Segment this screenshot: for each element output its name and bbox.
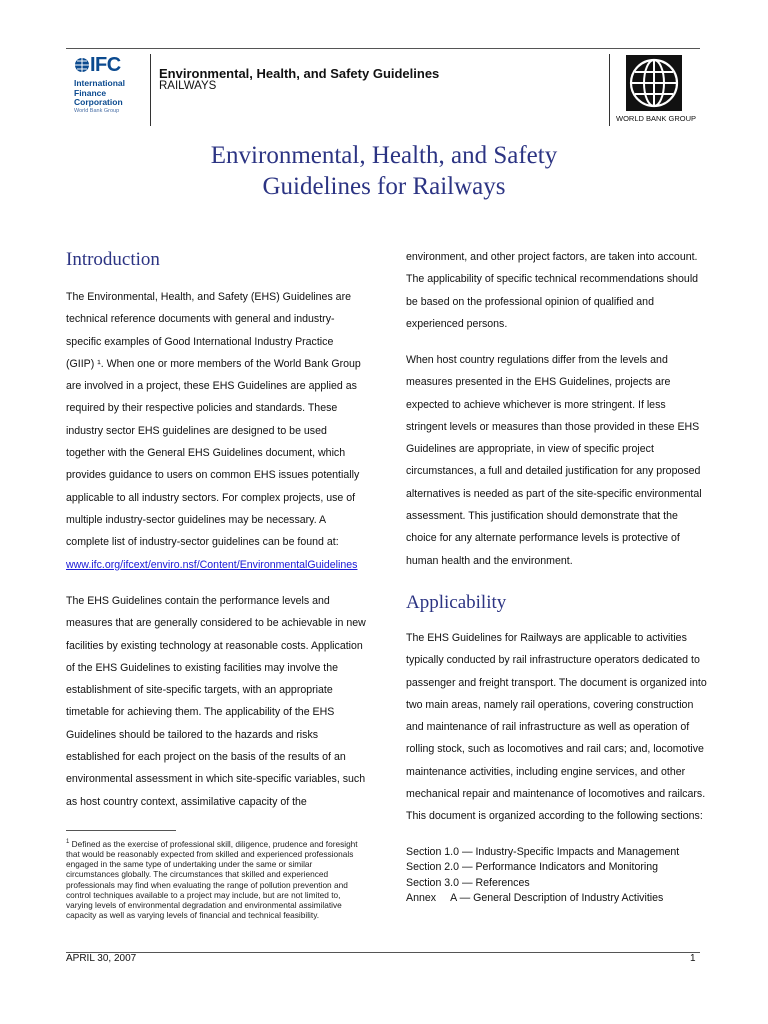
text-line: industry sector EHS guidelines are designed to be used — [66, 424, 327, 437]
footer-date: APRIL 30, 2007 — [66, 953, 137, 964]
world-bank-label: WORLD BANK GROUP — [616, 114, 697, 123]
text-line: expected to achieve whichever is more stringent. If less — [406, 398, 666, 411]
text-line: multiple industry-sector guidelines may be necessary. A — [66, 513, 327, 526]
page-title — [0, 140, 768, 202]
footnote-line — [66, 837, 362, 849]
introduction-heading: Introduction — [66, 249, 160, 270]
header-divider-right — [609, 54, 610, 126]
ifc-name — [74, 79, 148, 108]
header-subtitle: RAILWAYS — [159, 80, 217, 92]
ifc-name-line: Finance — [74, 87, 107, 98]
footnote-line: control techniques available to a project may include, but are not limited to, — [66, 889, 341, 900]
text-line: specific examples of Good International Industry Practice — [66, 335, 334, 348]
ifc-logo-mark — [74, 54, 148, 77]
text-line: maintenance activities, including engine services, and other — [406, 765, 686, 778]
text-line: The EHS Guidelines contain the performance levels and — [66, 595, 330, 607]
footnote-line: capacity as well as varying levels of financial and technical feasibility. — [66, 910, 320, 921]
header-title: Environmental, Health, and Safety Guidelines — [159, 66, 440, 81]
text-line: of the EHS Guidelines to existing facilities may involve the — [66, 661, 339, 674]
footnote-line: that would be reasonably expected from skilled and experienced professionals — [66, 848, 354, 859]
text-line: environment, and other project factors, are taken into account. — [406, 251, 698, 263]
text-line: and maintenance of rail infrastructure as well as operation of — [406, 721, 690, 734]
text-line: stringent levels or measures than those provided in these EHS — [406, 420, 700, 433]
footnote-line: engaged in the same type of undertaking under the same or similar — [66, 859, 313, 870]
footer-rule — [66, 952, 700, 953]
right-paragraph-2 — [406, 349, 706, 572]
ifc-globe-icon — [74, 57, 90, 73]
ifc-name-line: International — [74, 78, 126, 88]
text-line: required by their respective policies and standards. These — [66, 402, 338, 415]
text-line: The Environmental, Health, and Safety (EHS) Guidelines are — [66, 291, 351, 303]
footnote-mark: 1 — [66, 839, 70, 845]
text-line: measures that are generally considered to be achievable in new — [66, 617, 366, 630]
text-line: rolling stock, such as locomotives and rail cars; and, locomotive — [406, 743, 704, 756]
text-line: facilities by existing technology at reasonable costs. Application — [66, 639, 363, 652]
text-line: alternatives is needed as part of the site-specific environmental — [406, 487, 702, 500]
introduction-paragraph-1 — [66, 286, 366, 576]
right-paragraph-1 — [406, 246, 706, 335]
ifc-name-line: Corporation — [74, 97, 123, 107]
text-line: be based on the professional opinion of qualified and — [406, 295, 654, 308]
text-line: mechanical repair and maintenance of locomotives and railcars. — [406, 788, 706, 801]
text-line: as host country context, assimilative capacity of the — [66, 795, 307, 808]
footnote-line: professionals may find when evaluating the range of pollution prevention and — [66, 879, 348, 890]
footnote-text: Defined as the exercise of professional skill, diligence, prudence and foresight — [71, 838, 358, 849]
text-line: passenger and freight transport. The document is organized into — [406, 676, 707, 689]
applicability-heading: Applicability — [406, 592, 507, 613]
environmental-guidelines-link[interactable]: www.ifc.org/ifcext/enviro.nsf/Content/EnvironmentalGuidelines — [66, 558, 358, 571]
text-line: circumstances, a full and detailed justification for any proposed — [406, 465, 701, 478]
page-number: 1 — [690, 953, 696, 964]
text-line: complete list of industry-sector guidelines can be found at: — [66, 536, 339, 549]
world-bank-globe-icon — [626, 55, 682, 111]
ifc-logo — [74, 54, 148, 124]
text-line: applicable to all industry sectors. For complex projects, use of — [66, 491, 356, 504]
applicability-paragraph — [406, 627, 711, 828]
text-line: timetable for achieving them. The applicability of the EHS — [66, 706, 335, 719]
text-line: environmental assessment in which site-specific variables, such — [66, 773, 366, 786]
text-line: establishment of site-specific targets, with an appropriate — [66, 684, 333, 697]
text-line: Guidelines should be tailored to the hazards and risks — [66, 728, 319, 741]
section-list-item: Section 3.0 — References — [406, 876, 530, 889]
text-line: technical reference documents with general and industry- — [66, 313, 335, 326]
text-line: experienced persons. — [406, 317, 508, 330]
text-line: are involved in a project, these EHS Guidelines are applied as — [66, 380, 357, 393]
footnote-rule — [66, 830, 176, 831]
text-line: established for each project on the basis of the results of an — [66, 751, 346, 764]
text-line: The EHS Guidelines for Railways are applicable to activities — [406, 632, 687, 644]
text-line: (GIIP) ¹. When one or more members of the World Bank Group — [66, 357, 361, 370]
text-line: Guidelines are appropriate, in view of specific project — [406, 443, 654, 456]
text-line: This document is organized according to the following sections: — [406, 810, 703, 823]
ifc-group-label: World Bank Group — [74, 107, 120, 114]
page-title-line: Guidelines for Railways — [262, 173, 506, 200]
section-list-item: Annex A — General Description of Industry Activities — [406, 891, 664, 904]
section-list-item: Section 2.0 — Performance Indicators and Monitoring — [406, 861, 659, 874]
text-line: provides guidance to users on common EHS issues potentially — [66, 469, 360, 482]
section-list-item: Section 1.0 — Industry-Specific Impacts and Management — [406, 846, 680, 858]
text-line: assessment. This justification should demonstrate that the — [406, 510, 678, 523]
text-line: typically conducted by rail infrastructure operators dedicated to — [406, 654, 700, 667]
footnote-line: varying levels of environmental degradation and environmental assimilative — [66, 899, 342, 910]
section-list — [406, 845, 679, 906]
ifc-mark-text: IFC — [90, 54, 121, 76]
introduction-paragraph-2 — [66, 590, 366, 813]
footnote — [66, 837, 362, 920]
header-divider-left — [150, 54, 151, 126]
footnote-line: circumstances globally. The circumstances that skilled and experienced — [66, 869, 329, 880]
world-bank-logo — [626, 55, 682, 111]
text-line: human health and the environment. — [406, 554, 573, 567]
text-line: When host country regulations differ from the levels and — [406, 354, 668, 366]
text-line: The applicability of specific technical recommendations should — [406, 273, 699, 286]
page-title-line: Environmental, Health, and Safety — [210, 142, 558, 169]
header-top-rule — [66, 48, 700, 49]
text-line: together with the General EHS Guidelines document, which — [66, 447, 346, 460]
text-line: choice for any alternate performance levels is protective of — [406, 532, 680, 545]
text-line: two main areas, namely rail operations, covering construction — [406, 698, 694, 711]
text-line: measures presented in the EHS Guidelines, projects are — [406, 376, 671, 389]
